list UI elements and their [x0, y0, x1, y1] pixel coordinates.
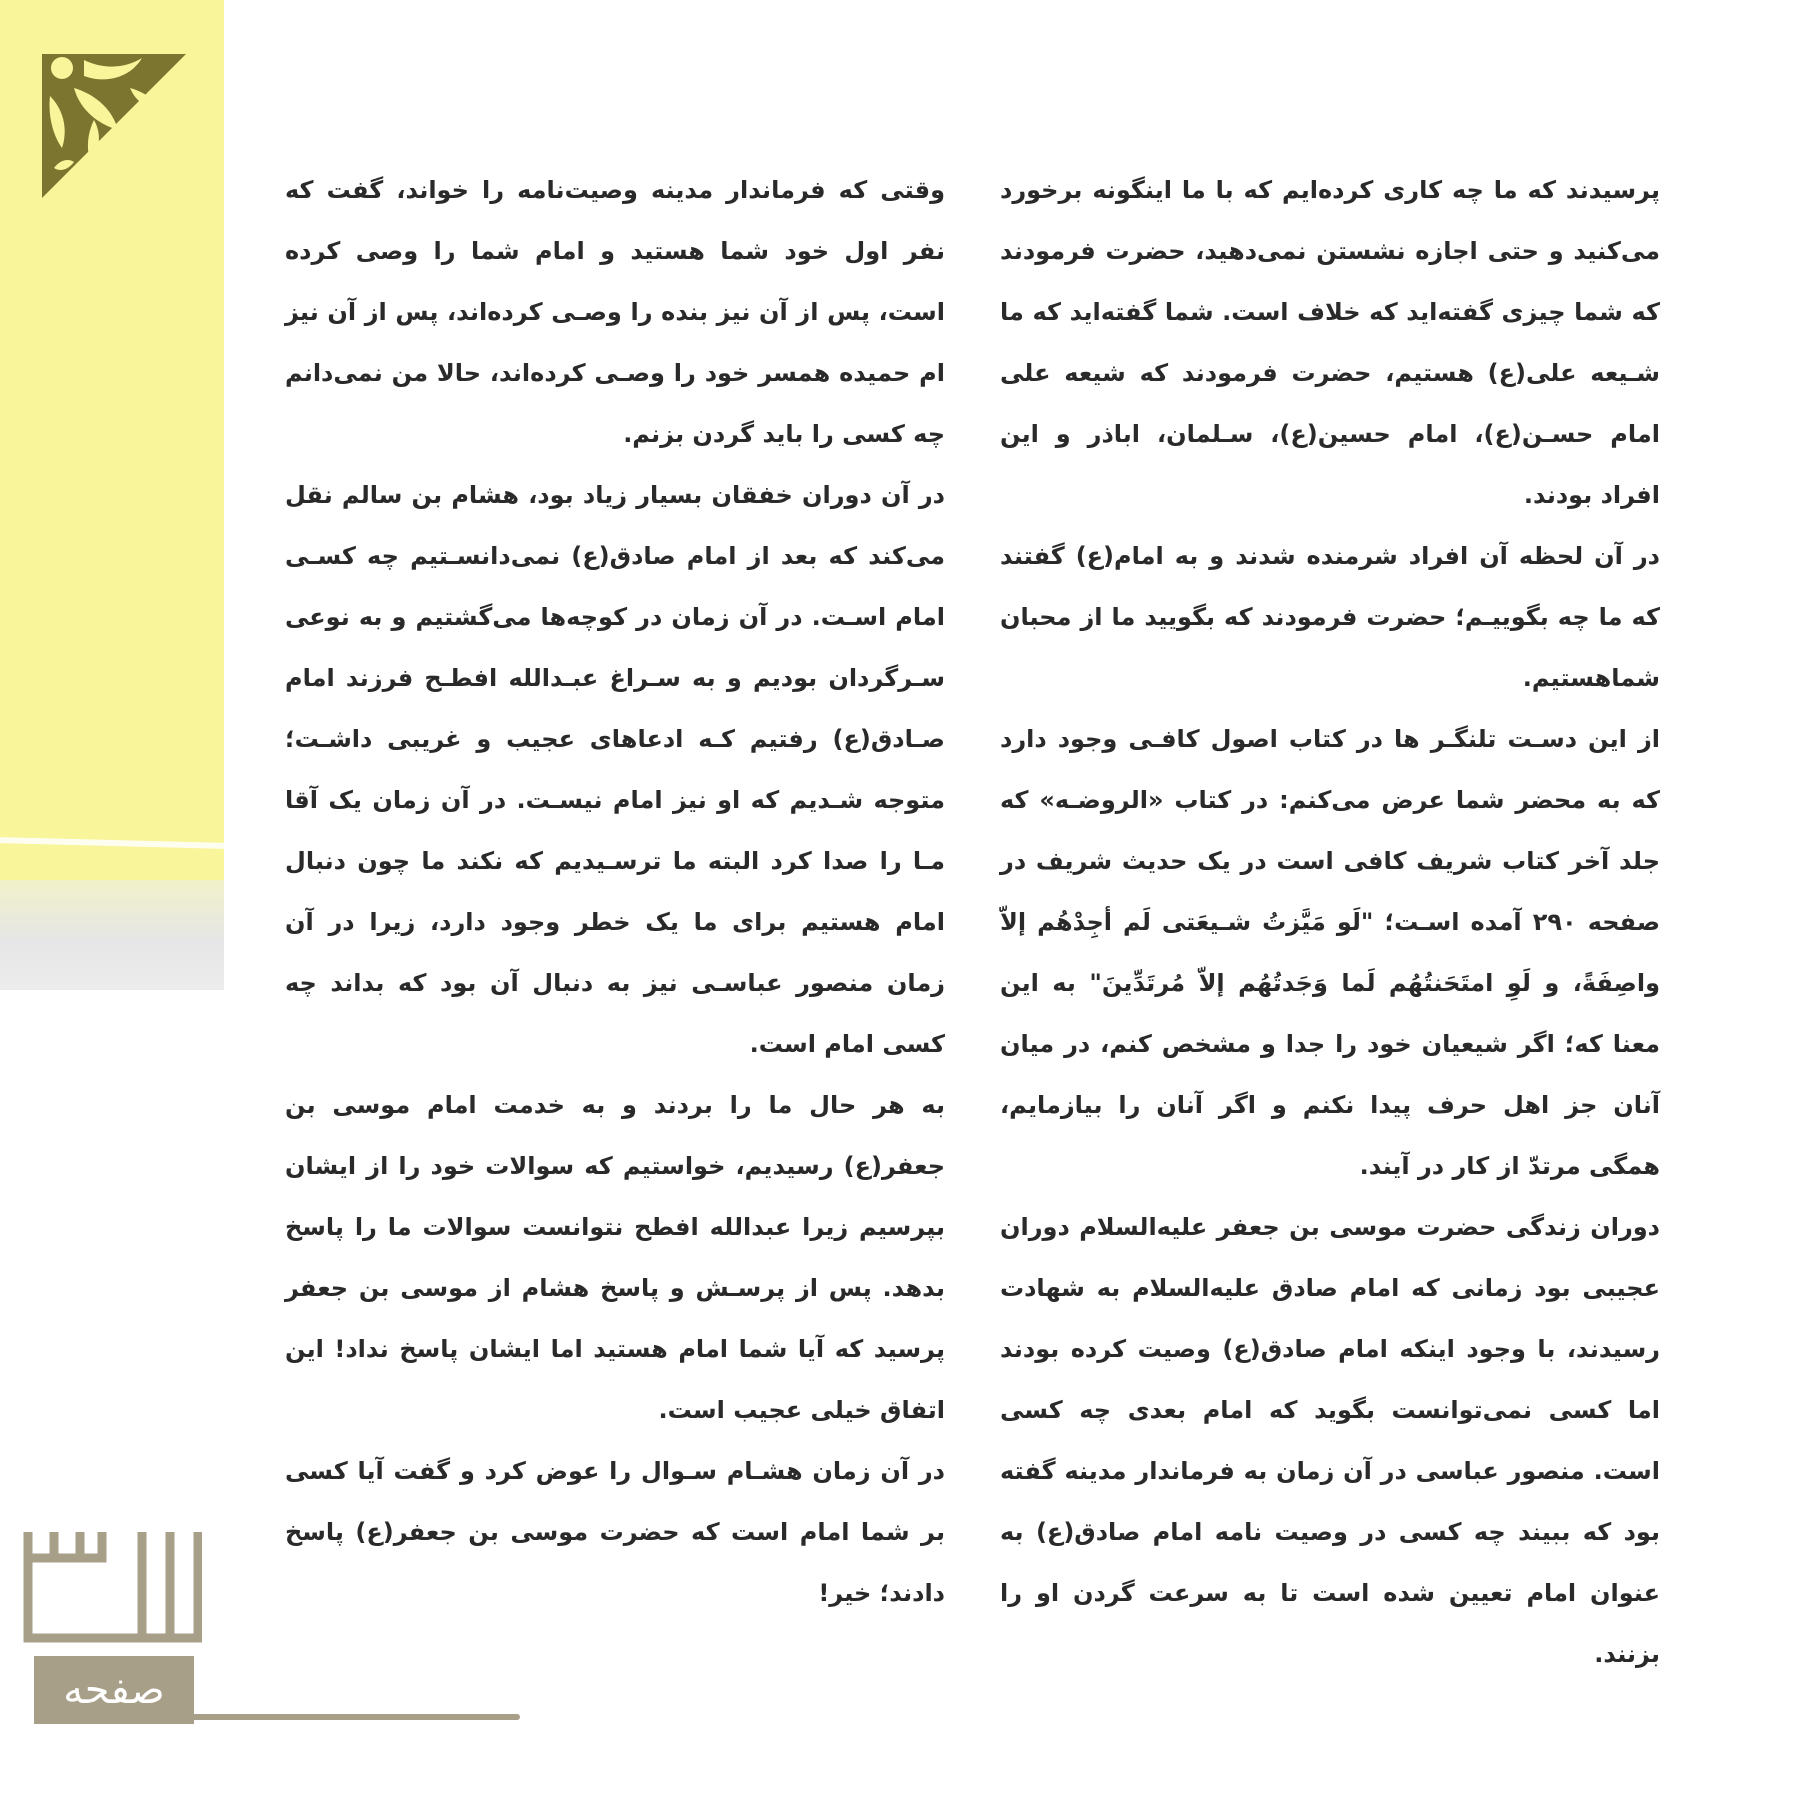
- paragraph: از این دسـت تلنگـر ها در کتاب اصول کافـی وجود دارد که به محضر شما عرض می‌کنم: در کتاب «الروضـه» که جلد آخر کتاب شریف کافی است در یک حدیث شریف در صفحه ۲۹۰ آمده اسـت؛ "لَو مَیَّزتُ شـیعَتی لَم أجِدْهُم إلاّ واصِفَةً، و لَوِ امتَحَنتُهُم لَما وَجَدتُهُم إلاّ مُرتَدِّینَ" به این معنا که؛ اگر شیعیان خود را جدا و مشخص کنم، در میان آنان جز اهل حرف پیدا نکنم و اگر آنان را بیازمایم، همگی مرتدّ از کار در آیند.: [1000, 725, 1661, 1180]
- footer-divider-line: [190, 1714, 520, 1720]
- page-label: صفحه: [63, 1667, 165, 1713]
- left-text-column: [285, 160, 945, 1624]
- side-band-shadow: [0, 880, 224, 990]
- paragraph: دوران زندگی حضرت موسی بن جعفر علیه‌السلام دوران عجیبی بود زمانی که امام صادق علیه‌السلام به شهادت رسیدند، با وجود اینکه امام صادق(ع) وصیت کرده بودند اما کسی نمی‌توانست بگوید که امام بعدی چه کسی است. منصور عباسی در آن زمان به فرماندار مدینه گفته بود که ببیند چه کسی در وصیت نامه امام صادق(ع) به عنوان امام تعیین شده است تا به سرعت گردن او را بزنند.: [1000, 1213, 1660, 1668]
- paragraph: در آن لحظه آن افراد شرمنده شدند و به امام(ع) گفتند که ما چه بگوییـم؛ حضرت فرمودند که بگویید ما از محبان شماهستیم.: [1000, 542, 1660, 692]
- right-text-column: [1000, 160, 1660, 1685]
- paragraph: در آن زمان هشـام سـوال را عوض کرد و گفت آیا کسی بر شما امام است که حضرت موسی بن جعفر(ع) پاسخ دادند؛ خیر!: [285, 1457, 945, 1607]
- paragraph: در آن دوران خفقان بسیار زیاد بود، هشام بن سالم نقل می‌کند که بعد از امام صادق(ع) نمی‌دانسـتیم چه کسـی امام اسـت. در آن زمان در کوچه‌ها می‌گشتیم و به نوعی سـرگردان بودیم و به سـراغ عبـدالله افطـح فرزند امام صـادق(ع) رفتیم کـه ادعاهای عجیب و غریبی داشـت؛ متوجه شـدیم که او نیز امام نیسـت. در آن زمان یک آقا مـا را صدا کرد البته ما ترسـیدیم که نکند ما چون دنبال امام هستیم برای ما یک خطر وجود دارد، زیرا در آن زمان منصور عباسـی نیز به دنبال آن بود که بداند چه کسی امام است.: [285, 481, 945, 1058]
- paragraph: به هر حال ما را بردند و به خدمت امام موسی بن جعفر(ع) رسیدیم، خواستیم که سوالات خود را از ایشان بپرسیم زیرا عبدالله افطح نتوانست سوالات ما را پاسخ بدهد. پس از پرسـش و پاسخ هشام از موسی بن جعفر پرسید که آیا شما امام هستید اما ایشان پاسخ نداد! این اتفاق خیلی عجیب است.: [285, 1091, 945, 1424]
- paragraph: وقتی که فرماندار مدینه وصیت‌نامه را خواند، گفت که نفر اول خود شما هستید و امام شما را وصی کرده است، پس از آن نیز بنده را وصـی کرده‌اند، پس از آن نیز ام حمیده همسر خود را وصـی کرده‌اند، حالا من نمی‌دانم چه کسی را باید گردن بزنم.: [285, 176, 945, 448]
- floral-corner-ornament-icon: [34, 48, 194, 203]
- paragraph: پرسیدند که ما چه کاری کرده‌ایم که با ما اینگونه برخورد می‌کنید و حتی اجازه نشستن نمی‌دهید، حضرت فرمودند که شما چیزی گفته‌اید که خلاف است. شما گفته‌اید که ما شـیعه علی(ع) هستیم، حضرت فرمودند که شیعه علی امام حسـن(ع)، امام حسین(ع)، سـلمان، اباذر و این افراد بودند.: [1000, 176, 1660, 509]
- page-number: [22, 1528, 202, 1648]
